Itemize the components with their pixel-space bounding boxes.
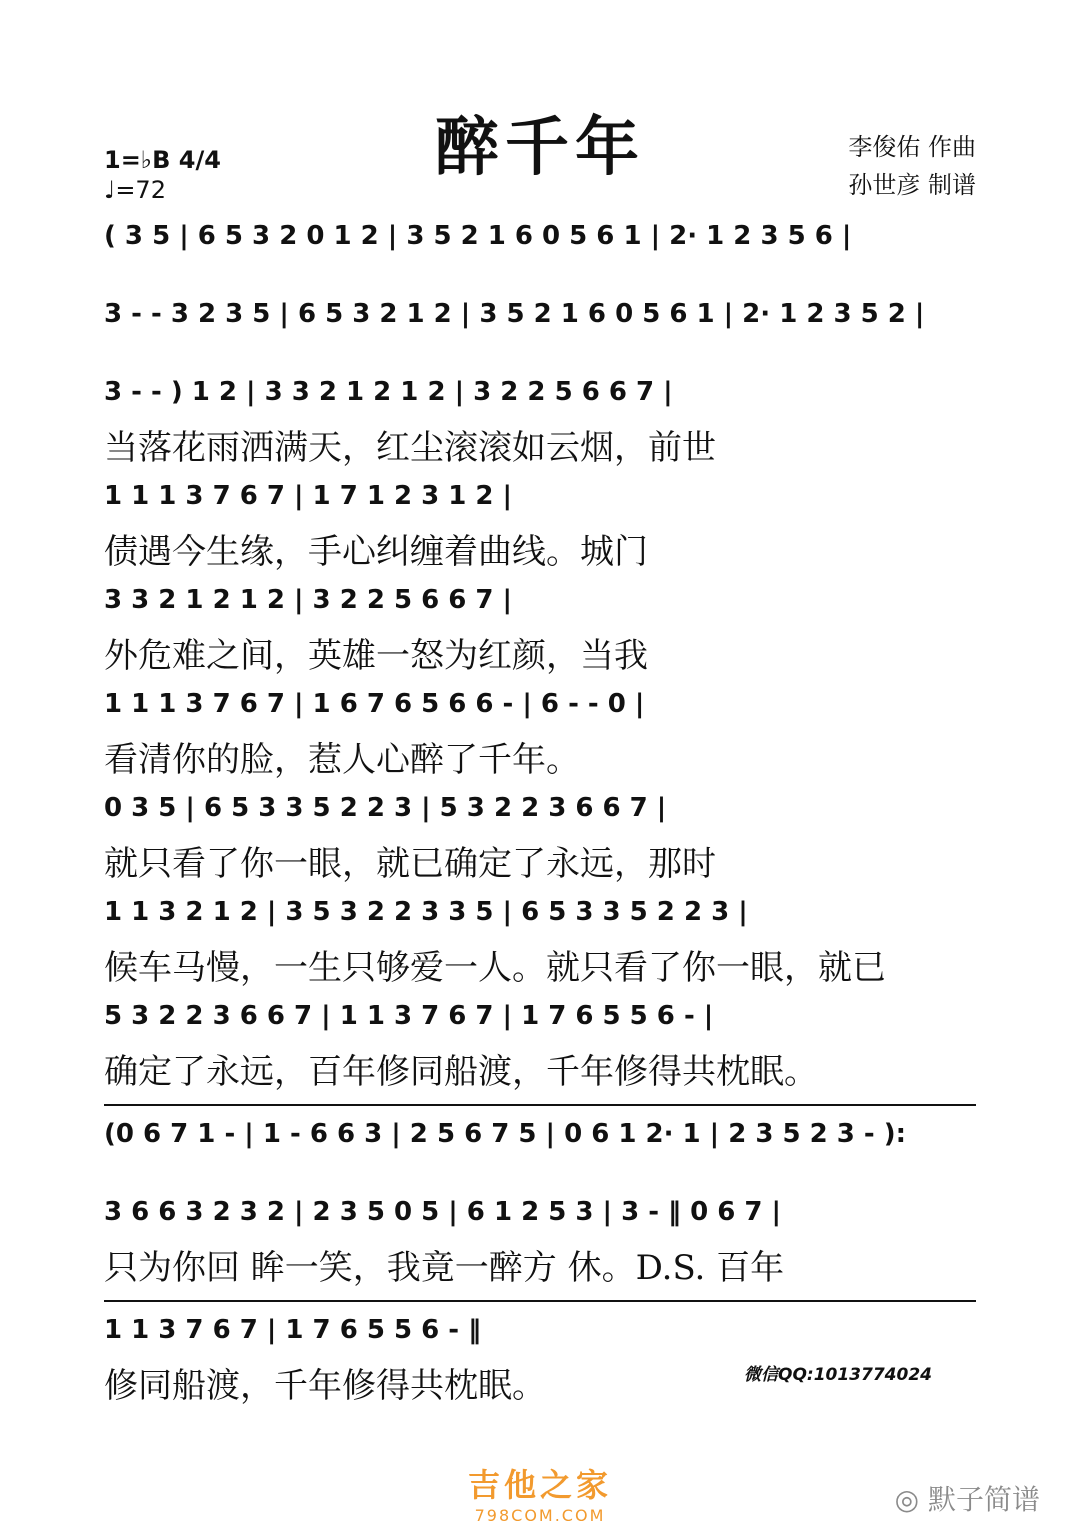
notation-line: 3 6 6 3 2 3 2 | 2 3 5 0 5 | 6 1 2 5 3 | 3 - ‖ 0 6 7 | xyxy=(104,1197,782,1227)
score-body xyxy=(104,214,976,1412)
song-title: 醉千年 xyxy=(435,110,645,185)
lyric-line: 修同船渡，千年修得共枕眠。 xyxy=(104,1365,546,1406)
tempo-marking: ♩=72 xyxy=(104,176,166,204)
composer-credit: 李俊佑 作曲 xyxy=(848,133,976,161)
arranger-credit: 孙世彦 制谱 xyxy=(848,171,976,199)
volta-line xyxy=(104,1104,976,1106)
notation-line: 3 3 2 1 2 1 2 | 3 2 2 5 6 6 7 | xyxy=(104,585,513,615)
site-logo-text: 吉他之家 xyxy=(467,1466,612,1504)
volta-line xyxy=(104,1300,976,1302)
lyric-line: 看清你的脸，惹人心醉了千年。 xyxy=(104,739,580,780)
contact-text: 微信QQ:1013774024 xyxy=(744,1365,932,1385)
notation-line: (0 6 7 1 - | 1 - 6 6 3 | 2 5 6 7 5 | 0 6 1 2· 1 | 2 3 5 2 3 - ): xyxy=(104,1119,907,1149)
key-signature: 1=♭B 4/4 xyxy=(104,146,221,174)
site-logo-url: 798COM.COM xyxy=(474,1506,606,1525)
credits xyxy=(848,128,976,204)
notation-line: 5 3 2 2 3 6 6 7 | 1 1 3 7 6 7 | 1 7 6 5 5 6 - | xyxy=(104,1001,714,1031)
lyric-line: 只为你回 眸一笑，我竟一醉方 休。D.S. 百年 xyxy=(104,1247,785,1288)
notation-line: 3 - - 3 2 3 5 | 6 5 3 2 1 2 | 3 5 2 1 6 0 5 6 1 | 2· 1 2 3 5 2 | xyxy=(104,299,925,329)
lyric-line: 当落花雨洒满天，红尘滚滚如云烟，前世 xyxy=(104,427,716,468)
notation-line: 0 3 5 | 6 5 3 3 5 2 2 3 | 5 3 2 2 3 6 6 7 | xyxy=(104,793,667,823)
lyric-line: 确定了永远，百年修同船渡，千年修得共枕眠。 xyxy=(104,1051,818,1092)
notation-line: 1 1 3 7 6 7 | 1 7 6 5 5 6 - ‖ xyxy=(104,1315,482,1345)
notation-line: ( 3 5 | 6 5 3 2 0 1 2 | 3 5 2 1 6 0 5 6 1 | 2· 1 2 3 5 6 | xyxy=(104,221,852,251)
notation-line: 1 1 1 3 7 6 7 | 1 7 1 2 3 1 2 | xyxy=(104,481,513,511)
wechat-icon: ◎ xyxy=(894,1483,920,1516)
lyric-line: 债遇今生缘，手心纠缠着曲线。城门 xyxy=(104,531,648,572)
lyric-line: 外危难之间，英雄一怒为红颜，当我 xyxy=(104,635,648,676)
brand-watermark xyxy=(895,1478,1040,1518)
notation-line: 1 1 3 2 1 2 | 3 5 3 2 2 3 3 5 | 6 5 3 3 5 2 2 3 | xyxy=(104,897,748,927)
lyric-line: 就只看了你一眼，就已确定了永远，那时 xyxy=(104,843,716,884)
notation-line: 1 1 1 3 7 6 7 | 1 6 7 6 5 6 6 - | 6 - - 0 | xyxy=(104,689,645,719)
notation-line: 3 - - ) 1 2 | 3 3 2 1 2 1 2 | 3 2 2 5 6 6 7 | xyxy=(104,377,673,407)
brand-text: 默子简谱 xyxy=(927,1483,1040,1516)
lyric-line: 候车马慢，一生只够爱一人。就只看了你一眼，就已 xyxy=(104,947,886,988)
